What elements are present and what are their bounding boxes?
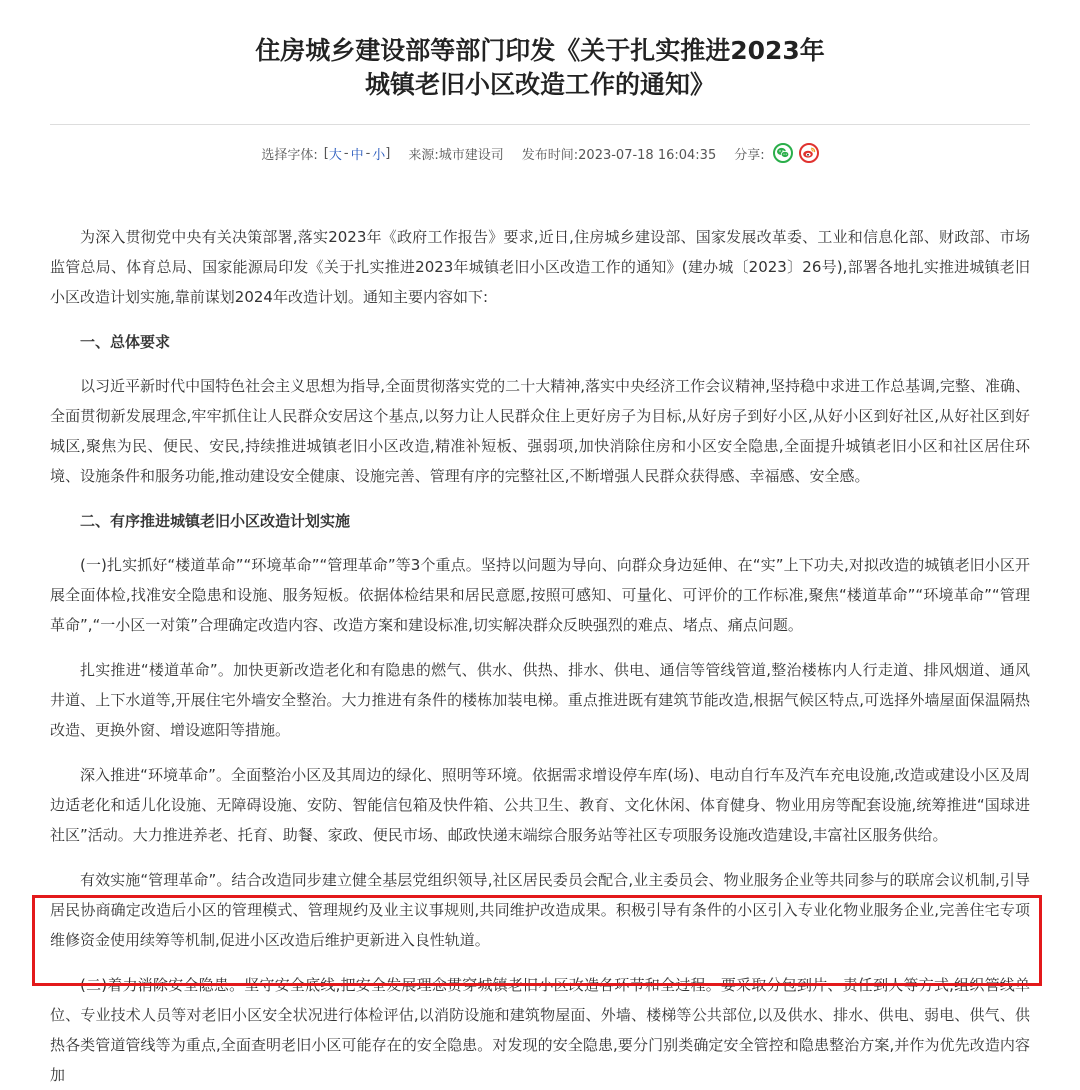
share-label: 分享: [734, 147, 765, 163]
safety-hazards-paragraph: (二)着力消除安全隐患。坚守安全底线,把安全发展理念贯穿城镇老旧小区改造各环节和全过程。要采取分包到片、责任到人等方式,组织管线单位、专业技术人员等对老旧小区安全状况进行体检评估,以消防设施和建筑物屋面、外墙、楼梯等公共部位,以及供水、排水、供电、弱电、供气、供热各类管道管线等为重点,全面查明老旧小区可能存在的安全隐患。对发现的安全隐患,要分门别类确定安全管控和隐患整治方案,并作为优先改造内容加 [50, 976, 1030, 1084]
article-meta-bar [50, 142, 1030, 164]
weibo-icon[interactable] [799, 143, 819, 163]
font-size-separator: - [343, 145, 349, 161]
font-size-large-link[interactable]: 大 [328, 147, 342, 163]
stairway-revolution-paragraph: 扎实推进“楼道革命”。加快更新改造老化和有隐患的燃气、供水、供热、排水、供电、通信等管线管道,整治楼栋内人行走道、排风烟道、通风井道、上下水道等,开展住宅外墙安全整治。大力推进有条件的楼栋加装电梯。重点推进既有建筑节能改造,根据气候区特点,可选择外墙屋面保温隔热改造、更换外窗、增设遮阳等措施。 [50, 661, 1030, 739]
key-points-paragraph: (一)扎实抓好“楼道革命”“环境革命”“管理革命”等3个重点。坚持以问题为导向、向群众身边延伸、在“实”上下功夫,对拟改造的城镇老旧小区开展全面体检,找准安全隐患和设施、服务短板。依据体检结果和居民意愿,按照可感知、可量化、可评价的工作标准,聚焦“楼道革命”“环境革命”“管理革命”,“一小区一对策”合理确定改造内容、改造方案和建设标准,切实解决群众反映强烈的难点、堵点、痛点问题。 [50, 556, 1030, 634]
title-line-1: 住房城乡建设部等部门印发《关于扎实推进2023年 [255, 36, 825, 65]
title-divider [50, 124, 1030, 125]
font-size-bracket-close: ] [385, 145, 391, 161]
intro-paragraph: 为深入贯彻党中央有关决策部署,落实2023年《政府工作报告》要求,近日,住房城乡建设部、国家发展改革委、工业和信息化部、财政部、市场监管总局、体育总局、国家能源局印发《关于扎实推进2023年城镇老旧小区改造工作的通知》(建办城〔2023〕26号),部署各地扎实推进城镇老旧小区改造计划实施,靠前谋划2024年改造计划。通知主要内容如下: [50, 228, 1030, 306]
article-source: 来源:城市建设司 [408, 147, 504, 163]
font-size-label: 选择字体: [261, 147, 318, 163]
font-size-medium-link[interactable]: 中 [350, 147, 364, 163]
section-heading-overall: 一、总体要求 [80, 333, 171, 351]
section-heading-plan: 二、有序推进城镇老旧小区改造计划实施 [80, 512, 351, 530]
title-line-2: 城镇老旧小区改造工作的通知》 [364, 70, 715, 99]
publish-time: 发布时间:2023-07-18 16:04:35 [521, 147, 717, 163]
overall-requirements-paragraph: 以习近平新时代中国特色社会主义思想为指导,全面贯彻落实党的二十大精神,落实中央经济工作会议精神,坚持稳中求进工作总基调,完整、准确、全面贯彻新发展理念,牢牢抓住让人民群众安居这个基点,以努力让人民群众住上更好房子为目标,从好房子到好小区,从好小区到好社区,从好社区到好城区,聚焦为民、便民、安民,持续推进城镇老旧小区改造,精准补短板、强弱项,加快消除住房和小区安全隐患,全面提升城镇老旧小区和社区居住环境、设施条件和服务功能,推动建设安全健康、设施完善、管理有序的完整社区,不断增强人民群众获得感、幸福感、安全感。 [50, 377, 1030, 485]
font-size-separator: - [365, 145, 371, 161]
environment-revolution-paragraph: 深入推进“环境革命”。全面整治小区及其周边的绿化、照明等环境。依据需求增设停车库(场)、电动自行车及汽车充电设施,改造或建设小区及周边适老化和适儿化设施、无障碍设施、安防、智能信包箱及快件箱、公共卫生、教育、文化休闲、体育健身、物业用房等配套设施,统筹推进“国球进社区”活动。大力推进养老、托育、助餐、家政、便民市场、邮政快递末端综合服务站等社区专项服务设施改造建设,丰富社区服务供给。 [50, 766, 1030, 844]
wechat-icon[interactable] [773, 143, 793, 163]
font-size-small-link[interactable]: 小 [372, 147, 386, 163]
font-size-bracket-open: [ [323, 145, 329, 161]
article-title [50, 34, 1030, 102]
article-body [50, 222, 1030, 1090]
management-revolution-paragraph: 有效实施“管理革命”。结合改造同步建立健全基层党组织领导,社区居民委员会配合,业主委员会、物业服务企业等共同参与的联席会议机制,引导居民协商确定改造后小区的管理模式、管理规约及业主议事规则,共同维护改造成果。积极引导有条件的小区引入专业化物业服务企业,完善住宅专项维修资金使用续筹等机制,促进小区改造后维护更新进入良性轨道。 [50, 871, 1030, 949]
